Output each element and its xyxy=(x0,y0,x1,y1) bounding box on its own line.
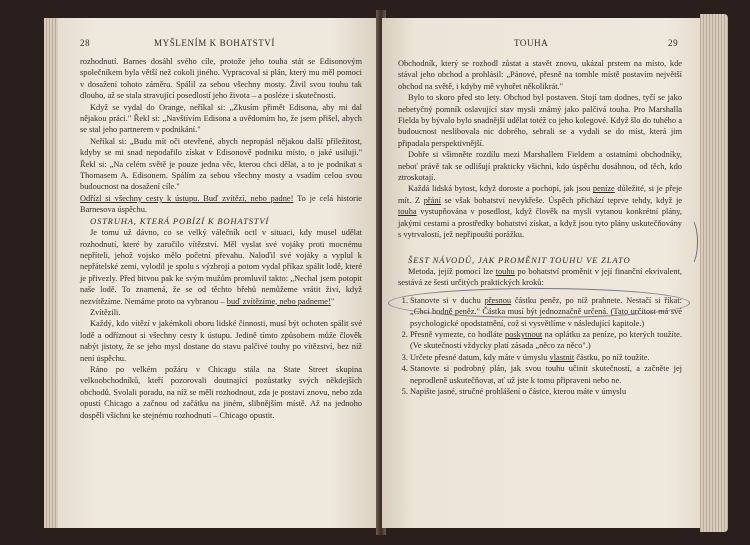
left-paragraph-each: Každý, kdo vítězí v jakémkoli oboru lidské činnosti, musí být ochoten spálit své lodě a odříznout si všechny cesty k ústupu. Jedině tímto způsobem může člověk nabýt jistoty, že se jeho mysl dostane do stavu palčivé touhy po vítězství, bez níž není úspěchu. xyxy=(80,319,362,363)
left-paragraph-4 xyxy=(80,193,362,216)
left-paragraph-2: Když se vydal do Orange, neříkal si: „Zkusím přimět Edisona, aby mi dal nějakou práci." Řekl si: „Navštívím Edisona a uvědomím ho, že jsem přišel, abych se stal jeho partnerem v podnikání." xyxy=(80,102,362,135)
ships-quote-end: " xyxy=(330,296,335,306)
left-page-edges xyxy=(44,18,58,528)
p4-g: vystupňována v posedlost, když člověk na mysli vytanou konkrétní plány, jakými cestami a prostředky bohatství získat, a když jsou tyto plány uskutečňovány s vytrvalostí, jež nepřipouští porážku. xyxy=(398,207,682,240)
left-section-title: OSTRUHA, KTERÁ POBÍZÍ K BOHATSTVÍ xyxy=(90,215,270,226)
method-desire: touhu xyxy=(495,266,515,276)
left-page xyxy=(58,18,380,528)
pen-circle-mark xyxy=(388,288,690,318)
step-item-5: 5. Napište jasné, stručné prohlášení o částce, kterou máte v úmyslu xyxy=(410,386,682,397)
p4-desire: touha xyxy=(398,207,417,217)
right-page-number: 29 xyxy=(668,38,679,48)
right-paragraph-2: Bylo to skoro před sto lety. Obchod byl postaven. Stojí tam dodnes, tyčí se jako nebetyčný pomník oslavující stav mysli známý jako palčivá touha. Pro Marshalla Fielda by bývalo bylo snadnější udělat totéž co jeho kolegové. Když šlo do tuhého a budoucnost neslibovala nic dobrého, sebrali se a vydali se do míst, která jim připadala perspektivnější. xyxy=(398,93,682,148)
barnes-story-end: To je celá historie Barnesova úspěchu. xyxy=(80,193,362,215)
method-a: Metoda, jejíž pomocí lze xyxy=(408,266,496,276)
right-running-head: TOUHA xyxy=(514,38,549,48)
p4-wish: přání xyxy=(423,195,441,205)
step-item-1: 1. Stanovte si v duchu přesnou částku peněz, po níž prahnete. Nestačí si říkat: „Chci hodně peněz." Částka musí být jednoznačně určená. (Tato určitost má své psychologické opodstatnění, což si vysvětlíme v následující kapitole.) xyxy=(410,295,682,329)
open-book xyxy=(20,0,720,545)
ships-text: Je tomu už dávno, co se velký válečník octl v situaci, kdy musel udělat rozhodnutí, které by zaručilo vítězství. Měl vyslat své vojáky proti mocnému nepříteli, jehož vojsko mělo početní převahu. Naloďil své vojáky a vyplul k nepřátelské zemi, vylodil je spolu s výzbrojí a potom vydal příkaz spálit lodě, které je přivezly. Před bitvou pak ke svým mužům promluvil takto: „Nechal jsem potopit naše lodě. To znamená, že se od těchto břehů nemůžeme vrátit živí, když nezvítězíme. Nemáme proto na vybranou – xyxy=(80,228,362,306)
p4-a: Každá lidská bytost, když doroste a pochopí, jak jsou xyxy=(408,184,593,194)
left-paragraph-ships xyxy=(80,227,362,307)
right-paragraph-method xyxy=(398,266,682,289)
left-paragraph-zvitezili: Zvítězili. xyxy=(90,307,121,317)
left-paragraph-chicago: Ráno po velkém požáru v Chicagu stála na State Street skupina velkoobchodníků, kteří pozorovali doutnající pozůstatky svých někdejších obchodů. Svolali poradu, na níž se měli rozhodnout, zda je postaví znovu, nebo zda opustí Chicago a začnou od začátku na jiném, slibnějším místě. Až na jednoho dospěli všichni ke stejnému rozhodnutí – Chicago opustit. xyxy=(80,364,362,420)
left-page-number: 28 xyxy=(80,38,91,48)
step-item-4: 4. Stanovte si podrobný plán, jak svou touhu učinit skutečností, a začněte jej neprodleně uskutečňovat, ať už jste k tomu připraveni nebo ne. xyxy=(410,363,682,386)
step-item-3: 3. Určete přesné datum, kdy máte v úmyslu vlastnit částku, po níž toužíte. xyxy=(410,352,682,363)
right-paragraph-1: Obchodník, který se rozhodl zůstat a stavět znovu, ukázal prstem na místo, kde stával jeho obchod a prohlásil: „Pánové, přesně na tomhle místě postavím největší obchod na světě, i kdyby mě vyhořet několikrát." xyxy=(398,59,682,91)
p4-c: důležité, si je přeje mít. Z xyxy=(398,184,682,205)
left-paragraph-1: rozhodnutí. Barnes dosáhl svého cíle, protože jeho touha stát se Edisonovým společníkem byla větší než cokoli jiného. Vypracoval si plán, který mu měl pomoci v dosažení tohoto záměru. Spálil za sebou všechny mosty. Živil svou touhu tak dlouho, až se stala stravující posedlostí jeho života – a posléze i skutečností. xyxy=(80,57,362,101)
left-paragraph-3: Neříkal si: „Budu mít oči otevřené, abych nepropásl nějakou další příležitost, kdyby se mi snad nepodařilo získat v Edisonově podniku místo, o jaké usiluji." Řekl si: „Na celém světě je pouze jedna věc, kterou chci dělat, a to je podnikat s Thomasem A. Edisonem. Spálím za sebou všechny mosty a vsadím celou svou budoucnost na dosažení cíle." xyxy=(80,136,362,192)
underlined-sentence: Odřízl si všechny cesty k ústupu. Buď zvítězí, nebo padne! xyxy=(80,193,294,203)
left-body xyxy=(80,56,362,421)
right-body xyxy=(398,58,682,397)
ships-underlined: buď zvítězíme, nebo padneme! xyxy=(226,296,331,306)
right-paragraph-4 xyxy=(398,183,682,240)
right-paragraph-3: Dobře si všimněte rozdílu mezi Marshallem Fieldem a ostatními obchodníky, neboť právě tak se odlišují prakticky všichni, kdo úspěchu dosáhnou, od těch, kdo ztroskotají. xyxy=(398,150,682,183)
right-section-title: ŠEST NÁVODŮ, JAK PROMĚNIT TOUHU VE ZLATO xyxy=(408,254,631,265)
pen-paren-mark xyxy=(682,218,698,266)
left-running-head: MYŠLENÍM K BOHATSTVÍ xyxy=(154,38,276,48)
step-item-2: 2. Přesně vymezte, co hodláte poskytnout na oplátku za peníze, po kterých toužíte. (Ve skutečnosti vždycky platí zásada „něco za něco".) xyxy=(410,329,682,352)
method-c: po bohatství proměnit v její finanční ekvivalent, sestává ze šesti určitých praktických kroků: xyxy=(398,266,682,288)
p4-money: peníze xyxy=(592,184,615,194)
p4-e: se však bohatství nevykřeše. Úspěch přichází teprve tehdy, když je xyxy=(440,195,682,205)
right-page xyxy=(382,18,700,528)
right-page-edges xyxy=(700,14,728,532)
